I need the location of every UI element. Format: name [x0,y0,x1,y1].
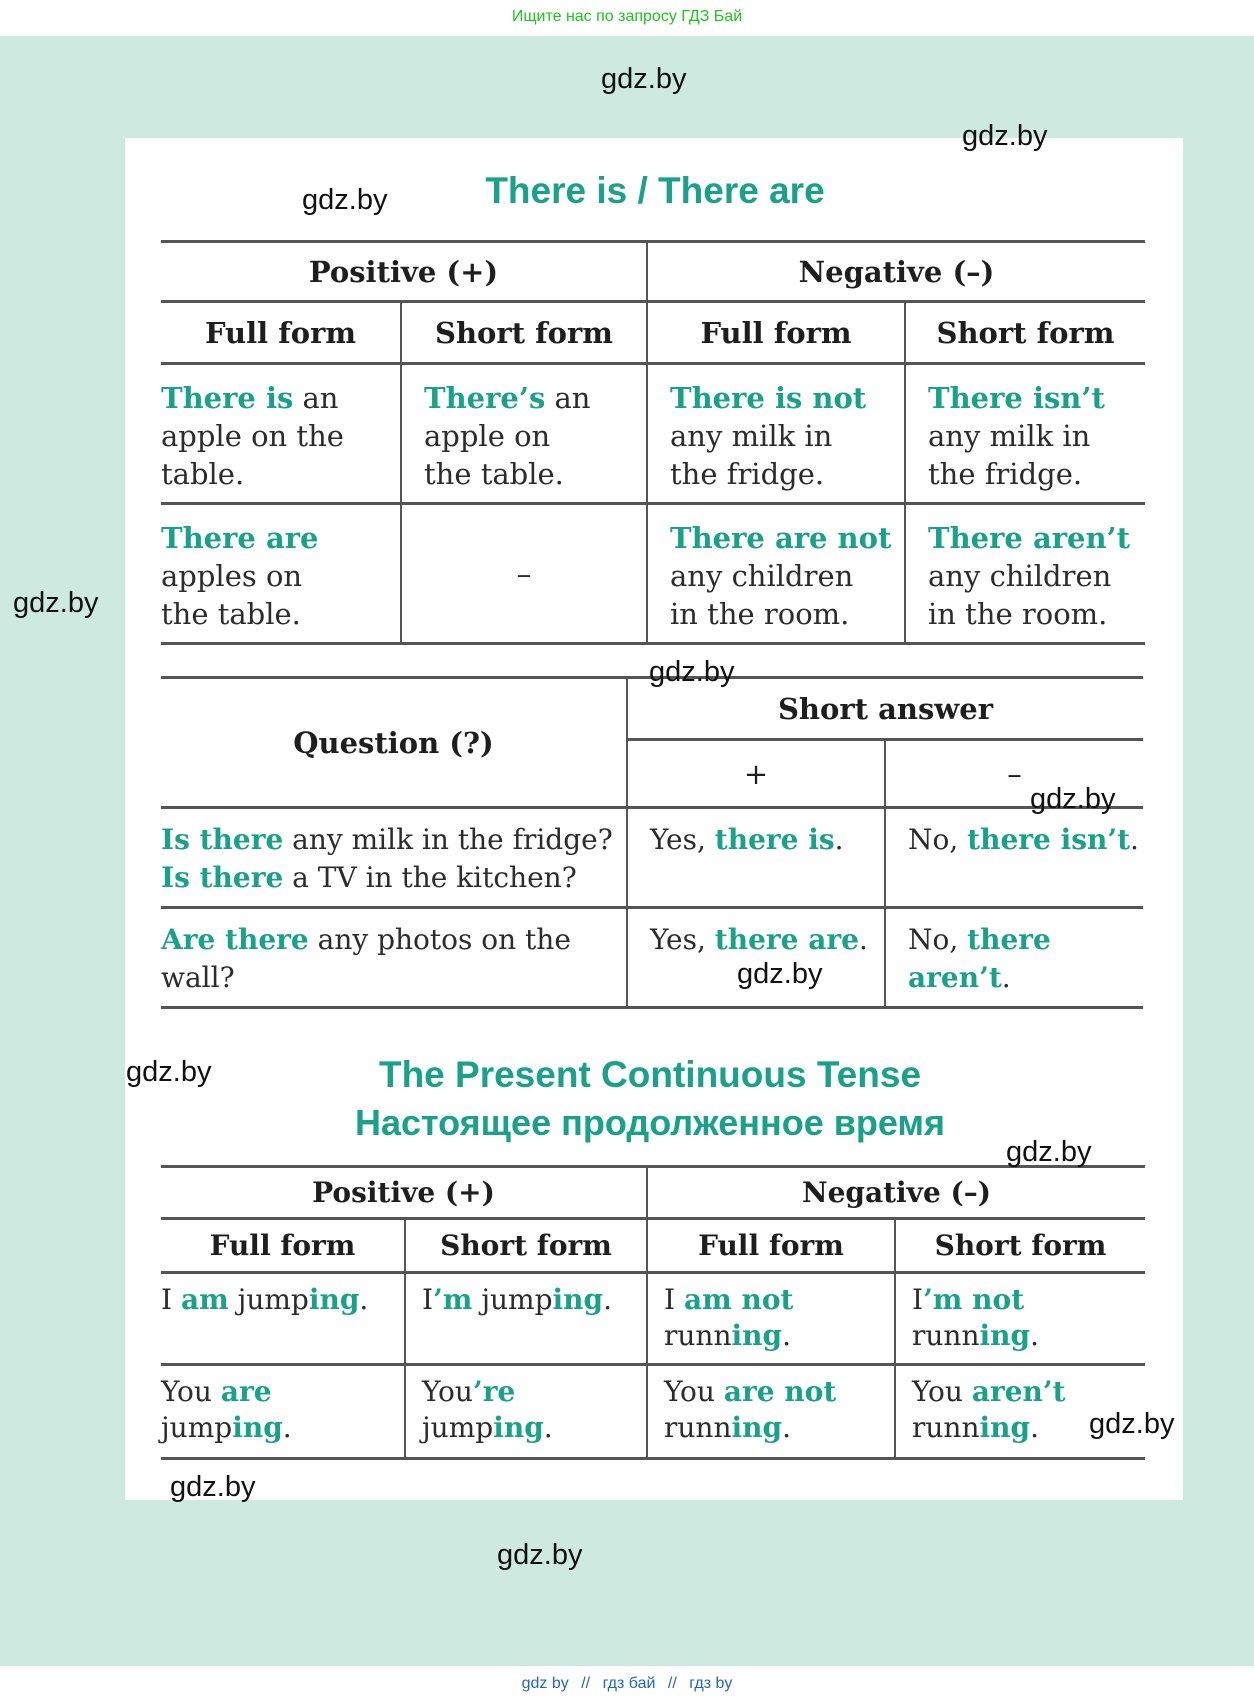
section3-title-ru: Настоящее продолженное время [354,1102,946,1143]
watermark: gdz.by [649,656,735,688]
negative-header: Negative (–) [798,254,995,289]
watermark: gdz.by [170,1471,256,1503]
watermark: gdz.by [962,120,1048,152]
section1-title: There is / There are [485,170,825,211]
watermark: gdz.by [1089,1408,1175,1440]
footer-link[interactable]: гдз бай [602,1675,656,1692]
footer-link[interactable]: gdz by [521,1675,569,1692]
question-table [161,676,1143,1009]
table-cell-empty: – [401,504,647,644]
watermark: gdz.by [1006,1136,1092,1168]
table-cell: There aren’t any children in the room. [928,521,1131,631]
full-form-header: Full form [647,1219,895,1273]
answer-yes-cell: Yes, there is. [627,808,885,908]
full-form-header: Full form [647,302,905,364]
full-form-header: Full form [161,302,401,364]
table-cell: There isn’t any milk in the fridge. [928,381,1105,491]
section3-title-en: The Present Continuous Tense [378,1054,922,1095]
present-continuous-table [161,1165,1145,1460]
table-cell: You’re jumping. [405,1365,647,1459]
footer-separator: // [581,1675,591,1692]
negative-header: Negative (–) [801,1176,992,1209]
minus-header: – [1007,756,1022,791]
table-cell: I’m jumping. [405,1273,647,1365]
watermark: gdz.by [737,958,823,990]
table-cell: I am not running. [647,1273,895,1365]
short-form-header: Short form [401,302,647,364]
table-cell: You are jumping. [161,1365,405,1459]
answer-no-cell: No, there aren’t. [908,923,1051,994]
table-cell: I’m not running. [912,1283,1039,1352]
positive-header: Positive (+) [161,1167,647,1219]
answer-no-cell: No, there isn’t. [908,823,1139,856]
plus-header: + [627,740,885,808]
footer [0,1666,1254,1702]
table-cell: There’s an apple on the table. [401,364,647,504]
short-form-header: Short form [936,315,1115,350]
table-cell: There is an apple on the table. [161,364,401,504]
short-answer-header: Short answer [777,691,994,726]
table-cell: There are not any children in the room. [647,504,905,644]
table-cell: You are not running. [647,1365,895,1459]
table-cell: I am jumping. [161,1273,405,1365]
table-cell: You aren’t running. [912,1375,1066,1444]
answer-yes-cell: Yes, there are. [627,908,885,1008]
question-cell: Are there any photos on the wall? [161,908,627,1008]
watermark: gdz.by [1030,783,1116,815]
watermark: gdz.by [601,63,687,95]
short-form-header: Short form [405,1219,647,1273]
question-cell: Is there any milk in the fridge? Is there a TV in the kitchen? [161,808,627,908]
question-header: Question (?) [161,678,627,808]
watermark: gdz.by [13,587,99,619]
table-cell: There is not any milk in the fridge. [647,364,905,504]
footer-link[interactable]: гдз by [689,1675,733,1692]
top-banner[interactable]: Ищите нас по запросу ГДЗ Бай [0,0,1254,34]
there-is-are-table [161,240,1145,645]
watermark: gdz.by [497,1539,583,1571]
short-form-header: Short form [934,1229,1107,1262]
positive-header: Positive (+) [161,242,647,302]
watermark: gdz.by [302,184,388,216]
watermark: gdz.by [126,1056,212,1088]
footer-separator: // [667,1675,677,1692]
full-form-header: Full form [161,1219,405,1273]
table-cell: There are apples on the table. [161,504,401,644]
